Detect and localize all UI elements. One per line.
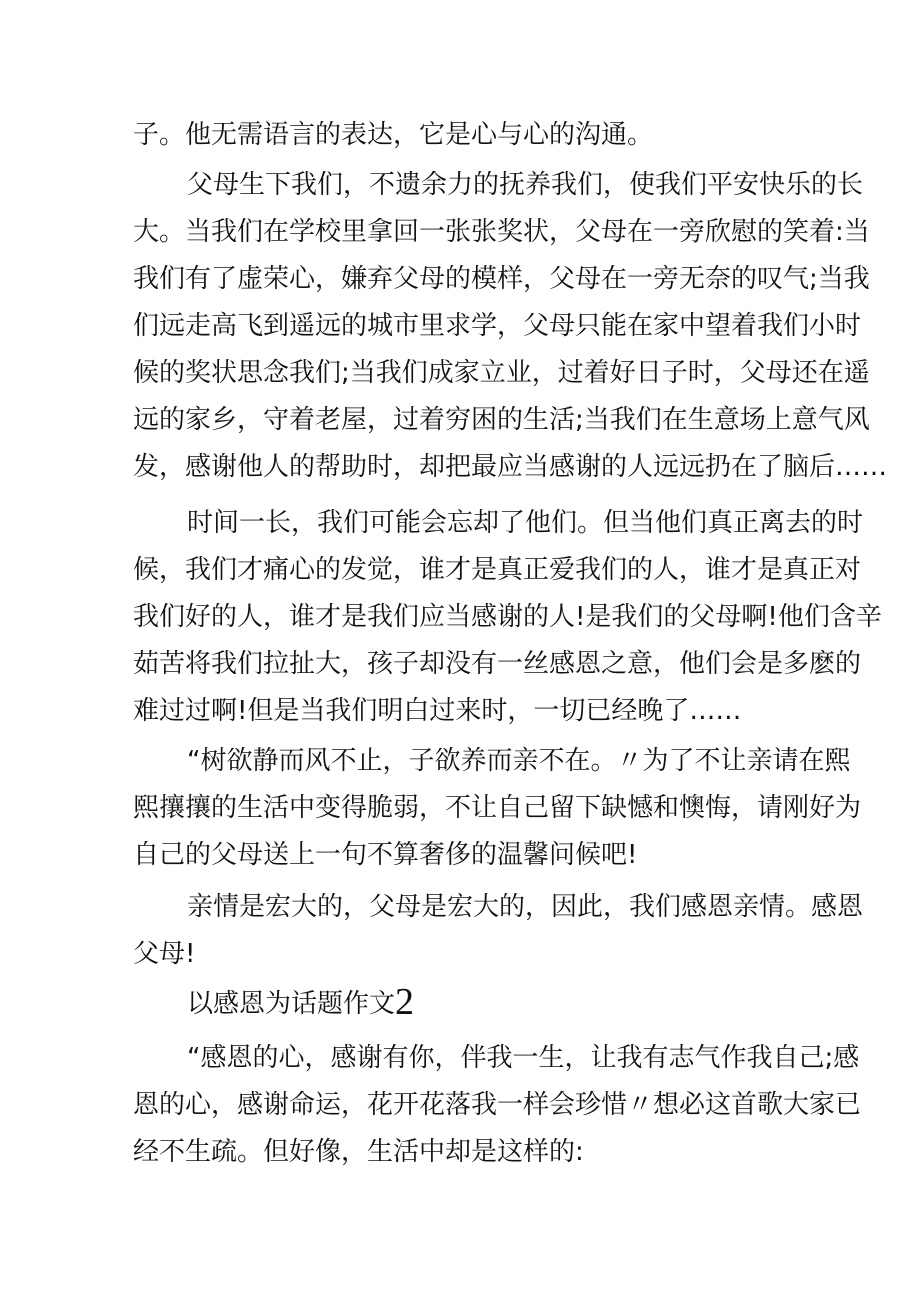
paragraph-continuation xyxy=(133,112,793,159)
text-line: 发，感谢他人的帮助时，却把最应当感谢的人远远扔在了脑后…… xyxy=(133,452,888,482)
text-line: “树欲静而风不止，子欲养而亲不在。〃为了不让亲请在熙 xyxy=(187,746,851,776)
paragraph-song-quote xyxy=(133,1035,862,1176)
text-line: 父母! xyxy=(133,939,196,969)
text-line: 大。当我们在学校里拿回一张张奖状，父母在一旁欣慰的笑着:当 xyxy=(133,217,870,247)
text-line: 恩的心，感谢命运，花开花落我一样会珍惜〃想必这首歌大家已 xyxy=(133,1090,862,1120)
text-line: 经不生疏。但好像，生活中却是这样的: xyxy=(133,1137,584,1167)
text-line: 候的奖状思念我们;当我们成家立业，过着好日子时，父母还在遥 xyxy=(133,358,870,388)
text-line: 熙攘攘的生活中变得脆弱，不让自己留下缺憾和懊悔，请刚好为 xyxy=(133,793,862,823)
paragraph-conclusion xyxy=(133,884,864,978)
text-line: 我们有了虚荣心，嫌弃父母的模样，父母在一旁无奈的叹气;当我 xyxy=(133,264,870,294)
text-line: 我们好的人，谁才是我们应当感谢的人!是我们的父母啊!他们含辛 xyxy=(133,602,882,632)
essay-heading-text: 以感恩为话题作文 xyxy=(187,989,396,1019)
text-line: 茹苦将我们拉扯大，孩子却没有一丝感恩之意，他们会是多麽的 xyxy=(133,649,862,679)
text-line: 父母生下我们，不遗余力的抚养我们，使我们平安快乐的长 xyxy=(187,170,864,200)
paragraph-parents-raising xyxy=(133,162,888,491)
text-line: 子。他无需语言的表达，它是心与心的沟通。 xyxy=(133,120,654,150)
essay-heading xyxy=(187,980,414,1026)
paragraph-time-passes xyxy=(133,500,882,735)
text-line: 难过过啊!但是当我们明白过来时，一切已经晚了…… xyxy=(133,696,742,726)
text-line: 候，我们才痛心的发觉，谁才是真正爱我们的人，谁才是真正对 xyxy=(133,555,862,585)
essay-heading-number: 2 xyxy=(395,981,415,1023)
text-line: 自己的父母送上一句不算奢侈的温馨问候吧! xyxy=(133,840,638,870)
text-line: 时间一长，我们可能会忘却了他们。但当他们真正离去的时 xyxy=(187,508,864,538)
text-line: 亲情是宏大的，父母是宏大的，因此，我们感恩亲情。感恩 xyxy=(187,892,864,922)
paragraph-proverb xyxy=(133,738,862,879)
text-line: 远的家乡，守着老屋，过着穷困的生活;当我们在生意场上意气风 xyxy=(133,405,870,435)
text-line: “感恩的心，感谢有你，伴我一生，让我有志气作我自己;感 xyxy=(187,1043,860,1073)
text-line: 们远走高飞到遥远的城市里求学，父母只能在家中望着我们小时 xyxy=(133,311,862,341)
